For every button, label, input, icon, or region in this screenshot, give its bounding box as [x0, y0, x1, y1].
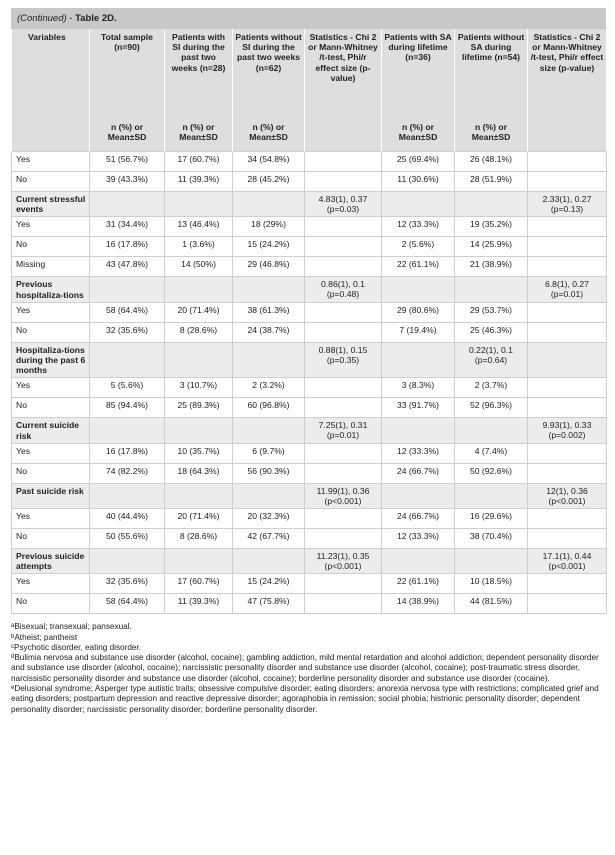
footnote	[11, 633, 606, 643]
table-cell: 2 (5.6%)	[382, 237, 455, 257]
row-label: No	[12, 172, 90, 192]
subheader-with-sa: n (%) or Mean±SD	[382, 119, 455, 152]
table-cell	[165, 548, 233, 573]
table-cell: 11 (39.3%)	[165, 594, 233, 614]
table-cell: 39 (43.3%)	[90, 172, 165, 192]
table-section-row	[12, 342, 607, 378]
table-cell: 15 (24.2%)	[233, 237, 305, 257]
table-cell: 6 (9.7%)	[233, 443, 305, 463]
table-cell: 14 (38.9%)	[382, 594, 455, 614]
footnote-marker: d	[11, 654, 15, 661]
header-with-si: Patients with SI during the past two weeks (n=28)	[165, 29, 233, 119]
table-cell: 11.99(1), 0.36 (p<0.001)	[305, 483, 382, 508]
table-cell	[528, 463, 607, 483]
table-cell	[90, 277, 165, 302]
table-cell	[165, 418, 233, 443]
subheader-without-sa: n (%) or Mean±SD	[455, 119, 528, 152]
table-cell: 7.25(1), 0.31 (p=0.01)	[305, 418, 382, 443]
table-cell: 2 (3.2%)	[233, 378, 305, 398]
table-cell	[382, 192, 455, 217]
table-cell: 47 (75.8%)	[233, 594, 305, 614]
subheader-statistics-si	[305, 119, 382, 152]
table-section-row	[12, 548, 607, 573]
table-cell: 11 (30.6%)	[382, 172, 455, 192]
table-cell: 24 (66.7%)	[382, 463, 455, 483]
table-cell	[455, 192, 528, 217]
table-cell: 43 (47.8%)	[90, 257, 165, 277]
table-cell: 25 (89.3%)	[165, 398, 233, 418]
row-label: No	[12, 322, 90, 342]
table-cell: 29 (80.6%)	[382, 302, 455, 322]
table-cell	[528, 594, 607, 614]
table-row	[12, 574, 607, 594]
table-row	[12, 302, 607, 322]
table-row	[12, 257, 607, 277]
table-cell: 14 (25.9%)	[455, 237, 528, 257]
table-row	[12, 217, 607, 237]
table-cell: 10 (18.5%)	[455, 574, 528, 594]
table-cell: 40 (44.4%)	[90, 508, 165, 528]
table-cell: 22 (61.1%)	[382, 574, 455, 594]
table-cell: 16 (17.8%)	[90, 443, 165, 463]
header-statistics-sa: Statistics - Chi 2 or Mann-Whitney /t-test, Phi/r effect size (p-value)	[528, 29, 607, 119]
header-with-sa: Patients with SA during lifetime (n=36)	[382, 29, 455, 119]
table-cell	[305, 322, 382, 342]
header-variables: Variables	[12, 29, 90, 119]
table-cell: 6.8(1), 0.27 (p=0.01)	[528, 277, 607, 302]
table-section-row	[12, 277, 607, 302]
table-cell	[528, 528, 607, 548]
row-label: No	[12, 237, 90, 257]
table-section-row	[12, 483, 607, 508]
table-cell: 3 (10.7%)	[165, 378, 233, 398]
table-cell: 33 (91.7%)	[382, 398, 455, 418]
footnote	[11, 653, 606, 684]
table-cell: 50 (92.6%)	[455, 463, 528, 483]
table-cell: 50 (55.6%)	[90, 528, 165, 548]
section-label: Current suicide risk	[12, 418, 90, 443]
subheader-empty	[12, 119, 90, 152]
table-cell: 38 (70.4%)	[455, 528, 528, 548]
table-cell	[528, 172, 607, 192]
caption-continued: (Continued)	[17, 13, 67, 24]
footnote-marker: b	[11, 633, 15, 640]
table-cell: 58 (64.4%)	[90, 594, 165, 614]
table-cell: 5 (5.6%)	[90, 378, 165, 398]
table-cell	[165, 483, 233, 508]
table-cell: 12 (33.3%)	[382, 528, 455, 548]
footnote-marker: a	[11, 623, 15, 630]
table-cell: 32 (35.6%)	[90, 574, 165, 594]
table-cell: 85 (94.4%)	[90, 398, 165, 418]
table-cell	[305, 172, 382, 192]
table-cell	[233, 483, 305, 508]
table-cell	[305, 257, 382, 277]
table-cell	[90, 548, 165, 573]
table-section-row	[12, 192, 607, 217]
table-cell: 2.33(1), 0.27 (p=0.13)	[528, 192, 607, 217]
table-cell	[165, 192, 233, 217]
table-cell: 44 (81.5%)	[455, 594, 528, 614]
table-cell	[305, 594, 382, 614]
footnote-text: Bulimia nervosa and substance use disorder (alcohol, cocaine); gambling addiction, mild mental retardation and alcohol addiction; dependent personality disorder and substance use disorder (alcohol, cocaine); narcissistic personality disorder and substance use disorder (alcohol, cocaine); post-traumatic stress disorder, narcissistic personality disorder and substance use disorder (alcohol, cocaine); borderline personality disorder and substance use disorder (cocaine).	[11, 653, 599, 683]
section-label: Current stressful events	[12, 192, 90, 217]
section-label: Previous suicide attempts	[12, 548, 90, 573]
table-cell	[305, 378, 382, 398]
table-cell: 10 (35.7%)	[165, 443, 233, 463]
header-without-si: Patients without SI during the past two weeks (n=62)	[233, 29, 305, 119]
section-label: Hospitaliza-tions during the past 6 months	[12, 342, 90, 378]
table-row	[12, 398, 607, 418]
subheader-with-si: n (%) or Mean±SD	[165, 119, 233, 152]
table-cell	[528, 342, 607, 378]
table-cell	[382, 342, 455, 378]
table-cell: 2 (3.7%)	[455, 378, 528, 398]
table-cell: 34 (54.8%)	[233, 152, 305, 172]
table-cell: 29 (53.7%)	[455, 302, 528, 322]
table-cell	[233, 192, 305, 217]
footnote-text: Atheist; pantheist	[14, 632, 78, 642]
subheader-without-si: n (%) or Mean±SD	[233, 119, 305, 152]
row-label: Yes	[12, 508, 90, 528]
table-cell	[305, 508, 382, 528]
table-cell: 13 (46.4%)	[165, 217, 233, 237]
table-cell	[233, 418, 305, 443]
table-cell: 17 (60.7%)	[165, 574, 233, 594]
table-cell	[528, 257, 607, 277]
table-cell	[90, 418, 165, 443]
table-cell: 14 (50%)	[165, 257, 233, 277]
table-cell: 4.83(1), 0.37 (p=0.03)	[305, 192, 382, 217]
table-row	[12, 528, 607, 548]
row-label: Yes	[12, 443, 90, 463]
footnote	[11, 684, 606, 715]
caption-separator: -	[66, 13, 76, 24]
table-cell	[165, 277, 233, 302]
row-label: Yes	[12, 378, 90, 398]
table-cell: 21 (38.9%)	[455, 257, 528, 277]
table-cell: 18 (64.3%)	[165, 463, 233, 483]
table-cell	[305, 574, 382, 594]
table-cell	[305, 217, 382, 237]
table-caption	[11, 8, 606, 29]
footnote	[11, 622, 606, 632]
table-cell: 17 (60.7%)	[165, 152, 233, 172]
footnote	[11, 643, 606, 653]
table-cell: 0.88(1), 0.15 (p=0.35)	[305, 342, 382, 378]
table-cell: 15 (24.2%)	[233, 574, 305, 594]
table-cell: 20 (71.4%)	[165, 302, 233, 322]
table-cell	[305, 398, 382, 418]
table-cell: 12 (33.3%)	[382, 217, 455, 237]
header-total-sample: Total sample (n=90)	[90, 29, 165, 119]
table-cell	[528, 443, 607, 463]
table-cell: 29 (46.8%)	[233, 257, 305, 277]
table-cell	[90, 192, 165, 217]
table-cell: 56 (90.3%)	[233, 463, 305, 483]
table-cell: 9.93(1), 0.33 (p=0.002)	[528, 418, 607, 443]
table-cell: 58 (64.4%)	[90, 302, 165, 322]
table-cell: 51 (56.7%)	[90, 152, 165, 172]
table-body	[12, 152, 607, 614]
table-cell: 8 (28.6%)	[165, 322, 233, 342]
row-label: Yes	[12, 152, 90, 172]
table-cell: 74 (82.2%)	[90, 463, 165, 483]
table-row	[12, 443, 607, 463]
table-cell	[233, 548, 305, 573]
table-row	[12, 594, 607, 614]
header-statistics-si: Statistics - Chi 2 or Mann-Whitney /t-test, Phi/r effect size (p-value)	[305, 29, 382, 119]
table-cell: 31 (34.4%)	[90, 217, 165, 237]
table-cell: 26 (48.1%)	[455, 152, 528, 172]
table-row	[12, 463, 607, 483]
subheader-total-sample: n (%) or Mean±SD	[90, 119, 165, 152]
table-cell: 28 (45.2%)	[233, 172, 305, 192]
table-cell	[528, 302, 607, 322]
header-without-sa: Patients without SA during lifetime (n=54)	[455, 29, 528, 119]
table-cell: 52 (96.3%)	[455, 398, 528, 418]
footnote-text: Bisexual; transexual; pansexual.	[14, 622, 132, 632]
table-cell: 1 (3.6%)	[165, 237, 233, 257]
row-label: Yes	[12, 574, 90, 594]
table-cell: 25 (46.3%)	[455, 322, 528, 342]
table-cell: 12(1), 0.36 (p<0.001)	[528, 483, 607, 508]
table-header	[12, 29, 607, 152]
table-cell	[528, 574, 607, 594]
table-cell: 42 (67.7%)	[233, 528, 305, 548]
table-cell	[455, 483, 528, 508]
table-cell: 24 (66.7%)	[382, 508, 455, 528]
table-cell	[382, 277, 455, 302]
footnotes	[11, 622, 606, 715]
table-cell: 16 (17.8%)	[90, 237, 165, 257]
table-row	[12, 508, 607, 528]
table-row	[12, 152, 607, 172]
table-cell: 60 (96.8%)	[233, 398, 305, 418]
subheader-statistics-sa	[528, 119, 607, 152]
table-cell: 0.22(1), 0.1 (p=0.64)	[455, 342, 528, 378]
table-cell: 22 (61.1%)	[382, 257, 455, 277]
row-label: No	[12, 528, 90, 548]
table-cell	[382, 483, 455, 508]
footnote-text: Psychotic disorder, eating disorder.	[14, 642, 141, 652]
table-cell	[528, 237, 607, 257]
table-cell	[90, 483, 165, 508]
table-row	[12, 237, 607, 257]
table-cell	[528, 217, 607, 237]
table-cell	[165, 342, 233, 378]
table-cell	[305, 152, 382, 172]
table-cell	[528, 152, 607, 172]
table-cell: 7 (19.4%)	[382, 322, 455, 342]
section-label: Previous hospitaliza-tions	[12, 277, 90, 302]
table-cell: 19 (35.2%)	[455, 217, 528, 237]
footnote-marker: c	[11, 643, 14, 650]
section-label: Past suicide risk	[12, 483, 90, 508]
table-cell: 28 (51.9%)	[455, 172, 528, 192]
table-section-row	[12, 418, 607, 443]
row-label: No	[12, 463, 90, 483]
table-cell: 11.23(1), 0.35 (p<0.001)	[305, 548, 382, 573]
row-label: No	[12, 398, 90, 418]
table-cell: 11 (39.3%)	[165, 172, 233, 192]
table-cell: 12 (33.3%)	[382, 443, 455, 463]
table-cell	[233, 342, 305, 378]
table-cell: 20 (32.3%)	[233, 508, 305, 528]
table-cell: 8 (28.6%)	[165, 528, 233, 548]
table-cell	[305, 302, 382, 322]
footnote-text: Delusional syndrome; Asperger type autistic traits; obsessive compulsive disorder; eating disorders; anorexia nervosa type with restrictions; complicated grief and eating disorders; postpartum depression and reactive depressive disorder; agoraphobia in remission; social phobia; histrionic personality disorder; dependent personality disorder; narcissistic personality disorder; borderline personality disorder.	[11, 684, 599, 714]
table-cell	[382, 418, 455, 443]
table-cell	[305, 528, 382, 548]
table-cell	[305, 463, 382, 483]
row-label: No	[12, 594, 90, 614]
table-cell	[528, 322, 607, 342]
caption-title: Table 2D.	[75, 13, 117, 24]
table-cell: 38 (61.3%)	[233, 302, 305, 322]
row-label: Yes	[12, 217, 90, 237]
table-page	[11, 8, 606, 715]
table-row	[12, 172, 607, 192]
table-cell: 17.1(1), 0.44 (p<0.001)	[528, 548, 607, 573]
table-cell: 16 (29.6%)	[455, 508, 528, 528]
table-cell	[382, 548, 455, 573]
table-cell	[233, 277, 305, 302]
table-cell: 0.86(1), 0.1 (p=0.48)	[305, 277, 382, 302]
table-cell	[90, 342, 165, 378]
row-label: Yes	[12, 302, 90, 322]
table-cell: 32 (35.6%)	[90, 322, 165, 342]
table-cell: 20 (71.4%)	[165, 508, 233, 528]
data-table	[11, 29, 607, 614]
row-label: Missing	[12, 257, 90, 277]
table-cell	[528, 398, 607, 418]
table-cell	[455, 548, 528, 573]
table-row	[12, 378, 607, 398]
table-cell	[528, 508, 607, 528]
table-cell	[528, 378, 607, 398]
table-cell: 24 (38.7%)	[233, 322, 305, 342]
table-cell	[305, 443, 382, 463]
table-cell: 3 (8.3%)	[382, 378, 455, 398]
table-cell	[455, 277, 528, 302]
table-cell	[305, 237, 382, 257]
footnote-marker: e	[11, 685, 15, 692]
table-cell: 18 (29%)	[233, 217, 305, 237]
table-cell	[455, 418, 528, 443]
table-cell: 25 (69.4%)	[382, 152, 455, 172]
table-cell: 4 (7.4%)	[455, 443, 528, 463]
table-row	[12, 322, 607, 342]
